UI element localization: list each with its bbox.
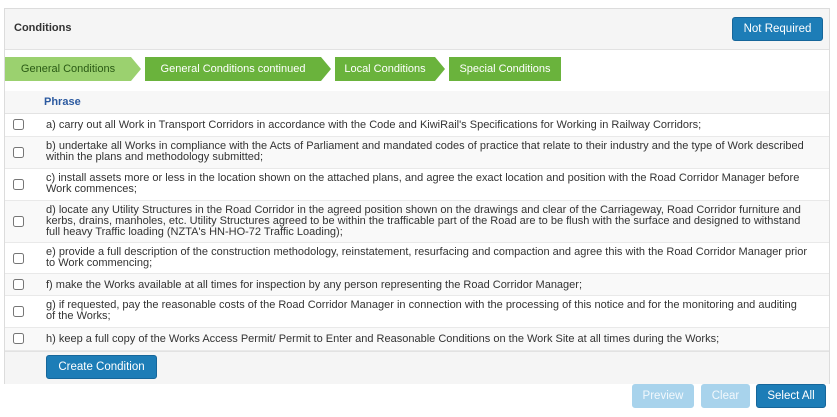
table-row[interactable] [5, 114, 829, 137]
tab-arrow-icon [321, 57, 331, 81]
row-phrase: c) install assets more or less in the location shown on the attached plans, and agree the exact location and position with the Road Corridor Manager before Work commences; [46, 172, 800, 195]
row-phrase: g) if requested, pay the reasonable costs of the Road Corridor Manager in connection with the processing of this notice and for the monitoring and auditing of the Works; [46, 299, 797, 322]
row-checkbox[interactable] [13, 216, 24, 227]
page-title: Conditions [14, 22, 72, 34]
row-checkbox[interactable] [13, 333, 24, 344]
table-row[interactable] [5, 296, 829, 328]
table-row[interactable] [5, 274, 829, 296]
table-row[interactable] [5, 201, 829, 243]
table-row[interactable] [5, 243, 829, 274]
conditions-panel [4, 8, 830, 384]
tab-arrow-icon [131, 57, 141, 81]
not-required-button[interactable]: Not Required [732, 17, 823, 41]
tab-label: General Conditions continued [160, 63, 306, 75]
table-row[interactable] [5, 169, 829, 201]
tab-special-conditions[interactable] [449, 57, 561, 81]
tab-general-conditions-continued[interactable] [145, 57, 321, 81]
tab-label: Special Conditions [459, 63, 551, 75]
table-row[interactable] [5, 328, 829, 351]
row-checkbox[interactable] [13, 119, 24, 130]
row-phrase: e) provide a full description of the construction methodology, reinstatement, resurfacing and compaction and agree this with the Road Corridor Manager prior to Work commencing; [46, 246, 808, 269]
condition-tabs [5, 57, 565, 81]
panel-header [5, 9, 829, 50]
row-phrase: a) carry out all Work in Transport Corridors in accordance with the Code and KiwiRail's Specifications for Working in Railway Corridors; [46, 119, 702, 131]
create-condition-button[interactable]: Create Condition [46, 355, 157, 379]
tab-local-conditions[interactable] [335, 57, 435, 81]
row-phrase: d) locate any Utility Structures in the Road Corridor in the agreed position shown on the drawings and clear of the Carriageway, Road Corridor furniture and kerbs, drains, manholes, etc. Utility Structures agreed to be within the trafficable part of the Road are to be flush with the surface and designed to withstand full heavy Traffic loading (NZTA's HN-HO-72 Traffic Loading); [46, 204, 801, 238]
table-header [5, 91, 829, 114]
tab-arrow-icon [435, 57, 445, 81]
row-checkbox[interactable] [13, 253, 24, 264]
row-phrase: h) keep a full copy of the Works Access Permit/ Permit to Enter and Reasonable Conditions on the Work Site at all times during the Works; [46, 333, 720, 345]
select-all-button[interactable]: Select All [756, 384, 826, 408]
row-phrase: f) make the Works available at all times for inspection by any person representing the Road Corridor Manager; [46, 279, 583, 291]
clear-button[interactable]: Clear [701, 384, 750, 408]
tab-general-conditions[interactable] [5, 57, 131, 81]
row-checkbox[interactable] [13, 306, 24, 317]
row-checkbox[interactable] [13, 147, 24, 158]
tab-label: General Conditions [20, 63, 116, 75]
tab-label: Local Conditions [344, 63, 426, 75]
row-phrase: b) undertake all Works in compliance with the Acts of Parliament and mandated codes of practice that relate to their industry and the type of Work described within the plans and methodology submitted; [46, 140, 804, 163]
preview-button[interactable]: Preview [632, 384, 694, 408]
row-checkbox[interactable] [13, 179, 24, 190]
column-header-phrase: Phrase [44, 96, 81, 108]
table-row[interactable] [5, 137, 829, 169]
row-checkbox[interactable] [13, 279, 24, 290]
